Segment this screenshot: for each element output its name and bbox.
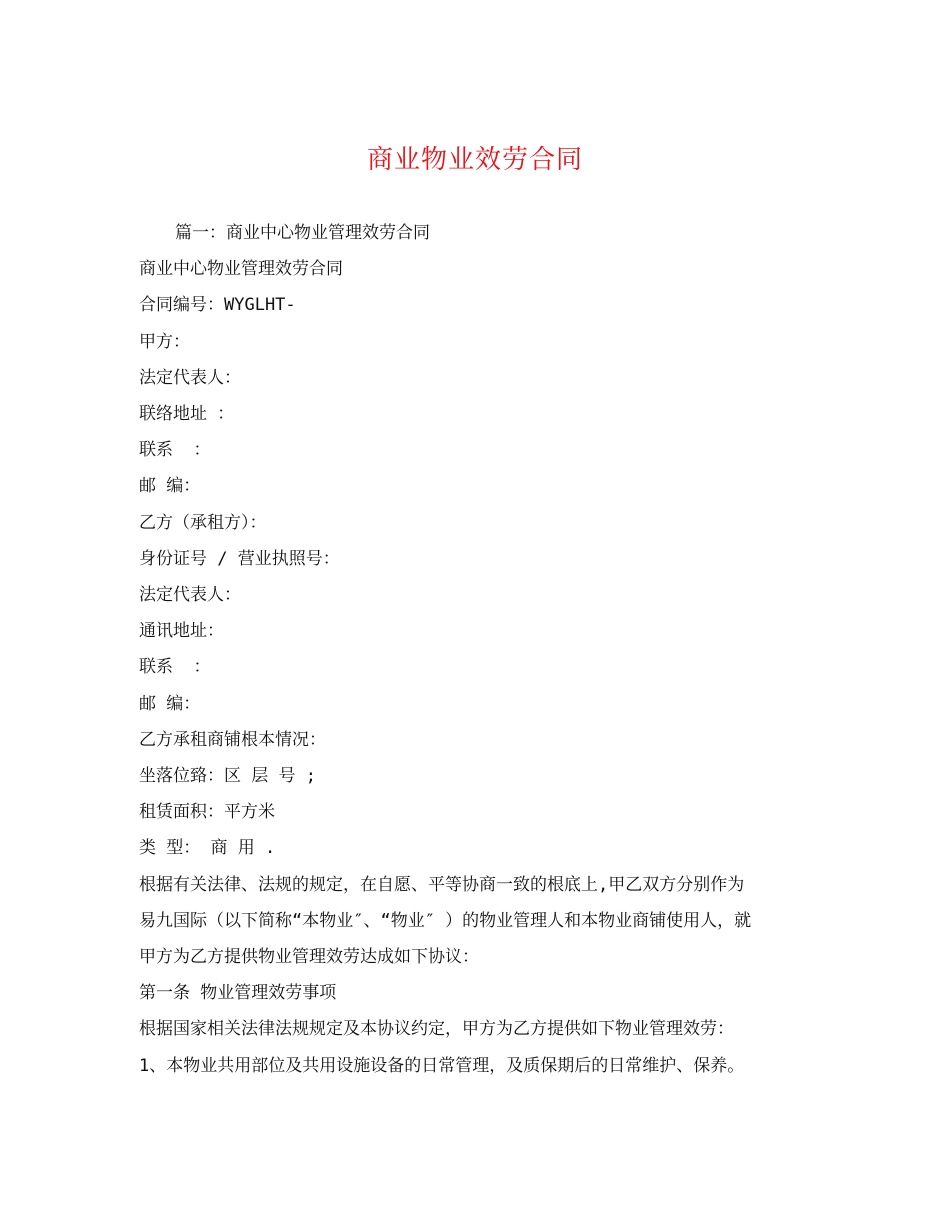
document-body (139, 215, 819, 1084)
party-b-contact: 联系 ： (139, 657, 211, 678)
shop-location: 坐落位臵：区 层 号 ; (139, 766, 316, 787)
party-a-address: 联络地址 ： (139, 404, 235, 425)
paragraph-line: 易九国际（以下简称“本物业″、“物业″ ）的物业管理人和本物业商铺使用人，就 (139, 910, 752, 931)
party-b-address: 通讯地址： (139, 621, 224, 642)
section-heading: 篇一：商业中心物业管理效劳合同 (175, 223, 430, 243)
document-title: 商业物业效劳合同 (366, 145, 583, 175)
party-a: 甲方： (139, 331, 190, 352)
paragraph-line: 甲方为乙方提供物业管理效劳达成如下协议： (139, 947, 479, 968)
party-b-representative: 法定代表人： (139, 585, 241, 606)
paragraph-line: 根据有关法律、法规的规定，在自愿、平等协商一致的根底上,甲乙双方分别作为 (139, 874, 745, 895)
party-b: 乙方（承租方）： (139, 512, 267, 533)
party-a-postcode: 邮 编： (139, 476, 201, 497)
list-item: 1、本物业共用部位及共用设施设备的日常管理，及质保期后的日常维护、保养。 (139, 1055, 745, 1076)
party-b-postcode: 邮 编： (139, 693, 201, 714)
party-a-contact: 联系 ： (139, 440, 211, 461)
paragraph-line: 根据国家相关法律法规规定及本协议约定，甲方为乙方提供如下物业管理效劳： (139, 1019, 734, 1040)
shop-info-heading: 乙方承租商铺根本情况： (139, 729, 326, 750)
contract-name: 商业中心物业管理效劳合同 (139, 259, 343, 280)
party-a-representative: 法定代表人： (139, 367, 241, 388)
shop-type: 类 型： 商 用 . (139, 838, 276, 859)
shop-area: 租赁面积：平方米 (139, 802, 275, 823)
party-b-id-number: 身份证号 / 营业执照号： (139, 548, 340, 569)
contract-number: 合同编号：WYGLHT- (139, 295, 296, 316)
article-heading: 第一条 物业管理效劳事项 (139, 983, 337, 1004)
